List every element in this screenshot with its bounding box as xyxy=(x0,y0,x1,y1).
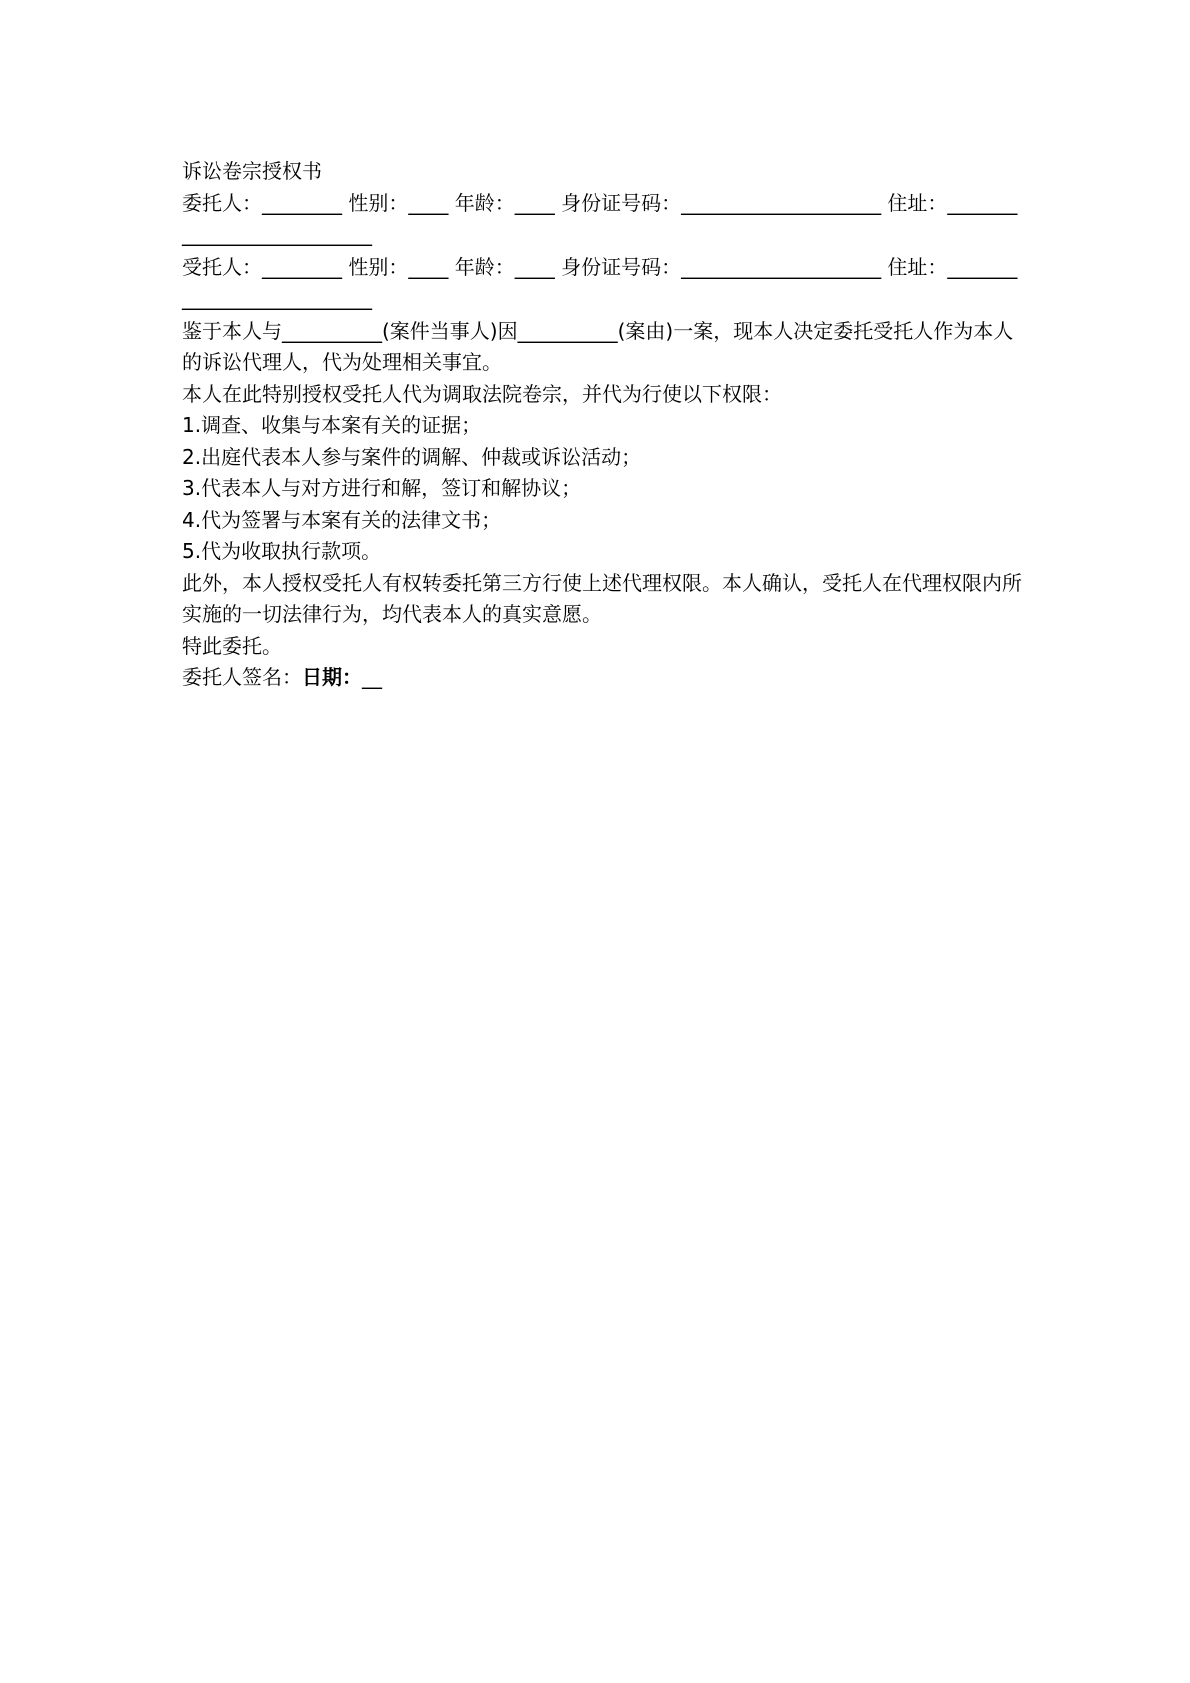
signature-label: 委托人签名： xyxy=(182,665,302,689)
authorization-intro: 本人在此特别授权受托人代为调取法院卷宗，并代为行使以下权限： xyxy=(182,381,782,406)
power-item: 1.调查、收集与本案有关的证据； xyxy=(182,413,482,437)
signature-line xyxy=(182,662,1022,694)
date-blank: __ xyxy=(362,665,382,689)
power-item: 3.代表本人与对方进行和解，签订和解协议； xyxy=(182,476,582,500)
date-label: 日期： xyxy=(302,665,362,689)
case-paragraph: 鉴于本人与__________(案件当事人)因__________(案由)一案，现本人决定委托受托人作为本人的诉讼代理人，代为处理相关事宜。 xyxy=(182,318,1014,374)
document-title: 诉讼卷宗授权书 xyxy=(182,159,322,183)
power-item: 4.代为签署与本案有关的法律文书； xyxy=(182,507,502,532)
agent-info-line: 受托人：________ 性别：____ 年龄：____ 身份证号码：____________________ 住址：__________________________ xyxy=(182,254,1018,310)
closing-line: 特此委托。 xyxy=(182,633,282,658)
document-page xyxy=(182,156,1022,694)
principal-info-line: 委托人：________ 性别：____ 年龄：____ 身份证号码：____________________ 住址：__________________________ xyxy=(182,190,1018,246)
power-item: 5.代为收取执行款项。 xyxy=(182,539,382,563)
sub-delegation-paragraph: 此外，本人授权受托人有权转委托第三方行使上述代理权限。本人确认，受托人在代理权限内所实施的一切法律行为，均代表本人的真实意愿。 xyxy=(182,570,1022,626)
power-item: 2.出庭代表本人参与案件的调解、仲裁或诉讼活动； xyxy=(182,444,642,469)
